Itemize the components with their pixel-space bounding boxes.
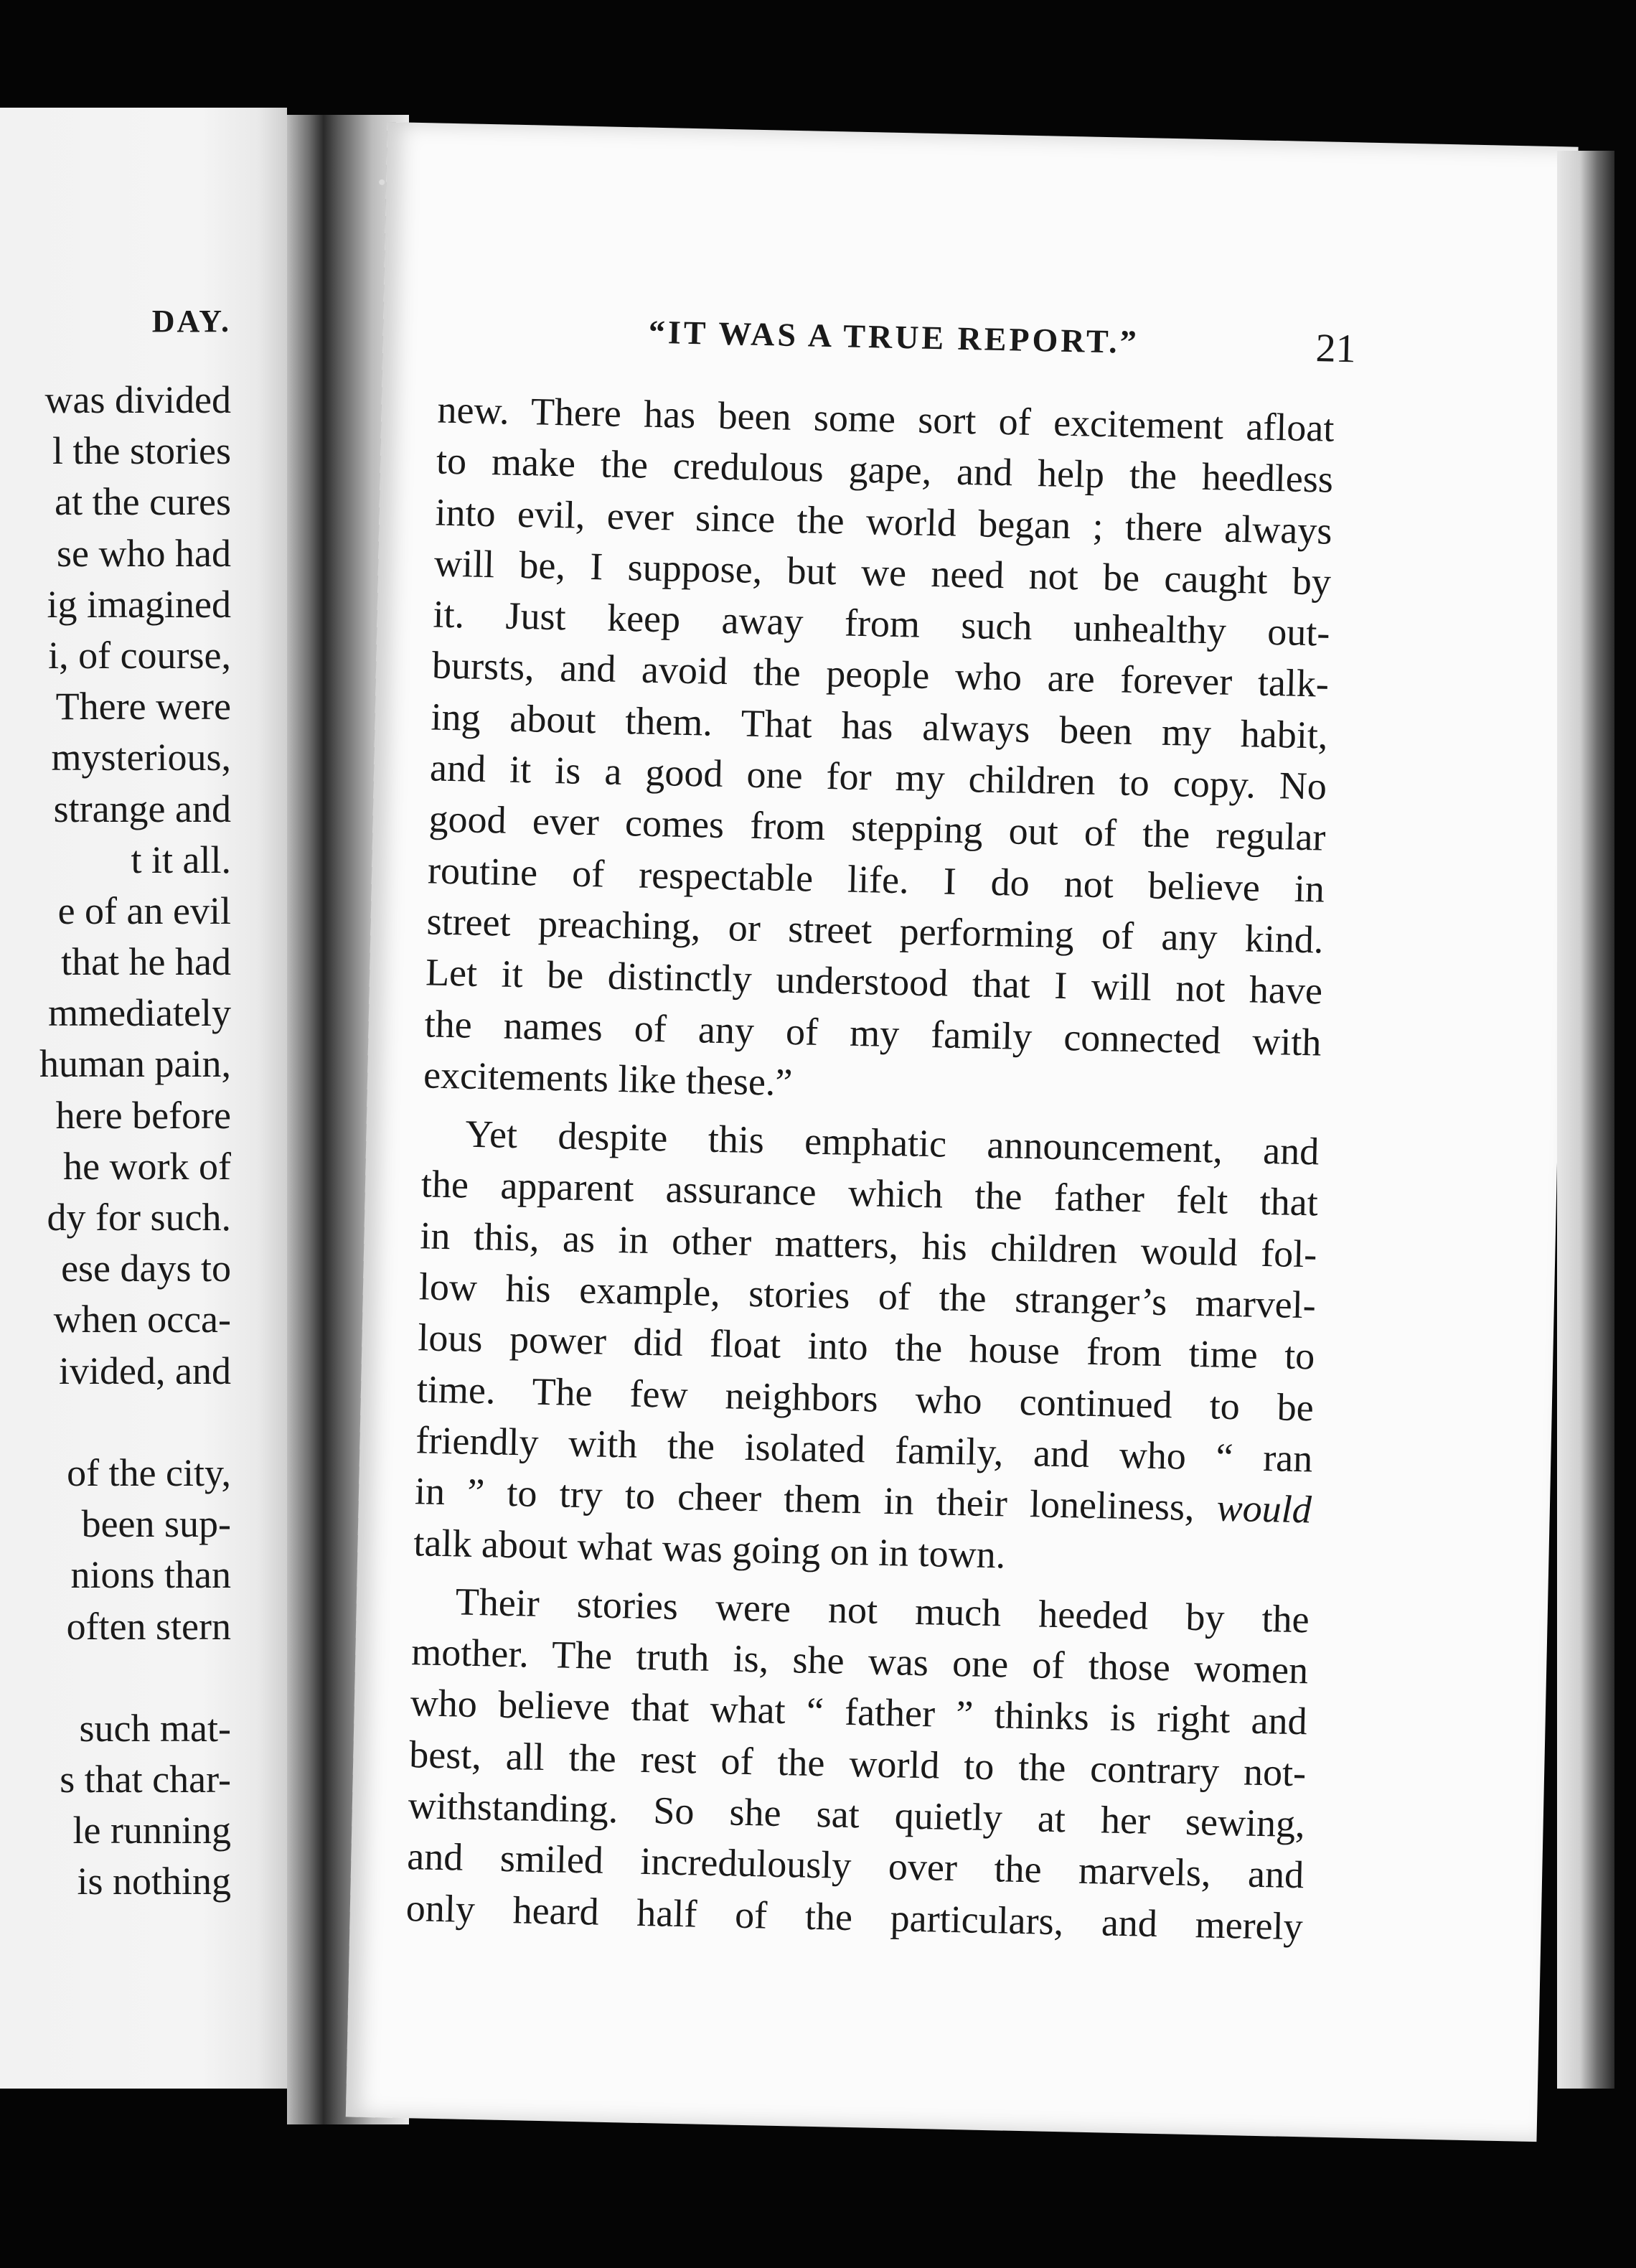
- text-line: bursts, and avoid the people who are forever talk-: [431, 643, 1330, 706]
- text-line: friendly with the isolated family, and who “ ran: [415, 1418, 1313, 1481]
- left-line: There were: [55, 685, 231, 728]
- text-line: street preaching, or street performing of any kind.: [426, 899, 1325, 962]
- text-line: it. Just keep away from such unhealthy out-: [433, 592, 1331, 655]
- left-line: been sup-: [81, 1502, 231, 1546]
- left-line: t it all.: [131, 838, 231, 881]
- left-line: s that char-: [60, 1758, 231, 1801]
- left-line: ivided, and: [59, 1349, 231, 1392]
- left-line: dy for such.: [47, 1196, 231, 1239]
- right-page: [346, 122, 1579, 2142]
- emphasized-word: would: [1216, 1486, 1312, 1532]
- text-line: in this, as in other matters, his children would fol-: [419, 1214, 1317, 1276]
- text-line: Yet despite this emphatic announcement, and: [464, 1112, 1320, 1173]
- text-line: talk about what was going on in town.: [413, 1520, 1006, 1576]
- left-page: [0, 108, 287, 2089]
- text-line: who believe that what “ father ” thinks is right and: [410, 1681, 1308, 1743]
- text-line: Their stories were not much heeded by the: [455, 1580, 1310, 1641]
- left-line: was divided: [44, 378, 231, 421]
- text-line: the names of any of my family connected with: [424, 1001, 1322, 1064]
- text-line: into evil, ever since the world began ; there always: [435, 490, 1332, 553]
- text-line: will be, I suppose, but we need not be caught by: [433, 541, 1332, 604]
- left-line: here before: [55, 1093, 231, 1137]
- left-line: l the stories: [52, 429, 231, 473]
- paragraph-3: [405, 1575, 1310, 1952]
- left-line: nions than: [70, 1553, 231, 1597]
- text-line: ing about them. That has always been my habit,: [431, 695, 1329, 757]
- text-line: best, all the rest of the world to the contrary not-: [408, 1732, 1307, 1795]
- text-line: routine of respectable life. I do not believe in: [427, 848, 1325, 911]
- left-line: ig imagined: [47, 582, 231, 626]
- text-line: new. There has been some sort of excitement afloat: [436, 388, 1335, 450]
- left-line: is nothing: [77, 1860, 231, 1903]
- page-number: 21: [1315, 326, 1357, 372]
- text-line: excitements like these.”: [423, 1053, 794, 1104]
- text-line: mother. The truth is, she was one of those women: [410, 1630, 1309, 1692]
- left-line: that he had: [61, 940, 231, 984]
- text-line: good ever comes from stepping out of the regular: [428, 797, 1327, 859]
- text-line: Let it be distinctly understood that I will not have: [425, 950, 1323, 1013]
- running-head: “IT WAS A TRUE REPORT.”: [648, 313, 1140, 361]
- left-line: when occa-: [53, 1298, 231, 1341]
- left-line: of the city,: [67, 1451, 231, 1494]
- left-line: at the cures: [55, 480, 231, 524]
- left-line: he work of: [63, 1144, 231, 1188]
- left-line: i, of course,: [48, 633, 231, 677]
- left-line: often stern: [66, 1604, 231, 1648]
- left-line: e of an evil: [57, 889, 231, 932]
- left-line: le running: [72, 1809, 231, 1852]
- text-line: low his example, stories of the stranger’s marvel-: [418, 1265, 1317, 1327]
- left-line: ese days to: [61, 1247, 231, 1290]
- left-line: [39, 1397, 231, 1448]
- left-line: such mat-: [79, 1706, 231, 1750]
- text-line: only heard half of the particulars, and merely: [405, 1885, 1304, 1948]
- left-line: se who had: [57, 531, 231, 575]
- text-line: withstanding. So she sat quietly at her sewing,: [408, 1784, 1306, 1846]
- left-running-head: DAY.: [151, 304, 231, 339]
- left-line: mmediately: [48, 991, 231, 1035]
- left-line: [39, 1652, 231, 1703]
- left-line: strange and: [53, 787, 231, 830]
- text-line: the apparent assurance which the father felt that: [420, 1162, 1319, 1224]
- text-line: and smiled incredulously over the marvels, and: [406, 1834, 1304, 1897]
- left-line: mysterious,: [51, 736, 231, 779]
- text-line: lous power did float into the house from time to: [417, 1316, 1315, 1378]
- body-text: [405, 385, 1335, 1953]
- text-segment: in ” to try to cheer them in their loneliness,: [414, 1469, 1195, 1529]
- paragraph-1: [423, 385, 1335, 1120]
- paragraph-2: [413, 1107, 1320, 1587]
- left-line: human pain,: [39, 1042, 231, 1086]
- text-line: and it is a good one for my children to copy. No: [429, 746, 1327, 808]
- left-page-lines: [39, 375, 231, 1908]
- page-edge-shadow: [1557, 151, 1614, 2089]
- text-line: to make the credulous gape, and help the heedless: [436, 439, 1334, 501]
- text-line: time. The few neighbors who continued to be: [416, 1367, 1315, 1430]
